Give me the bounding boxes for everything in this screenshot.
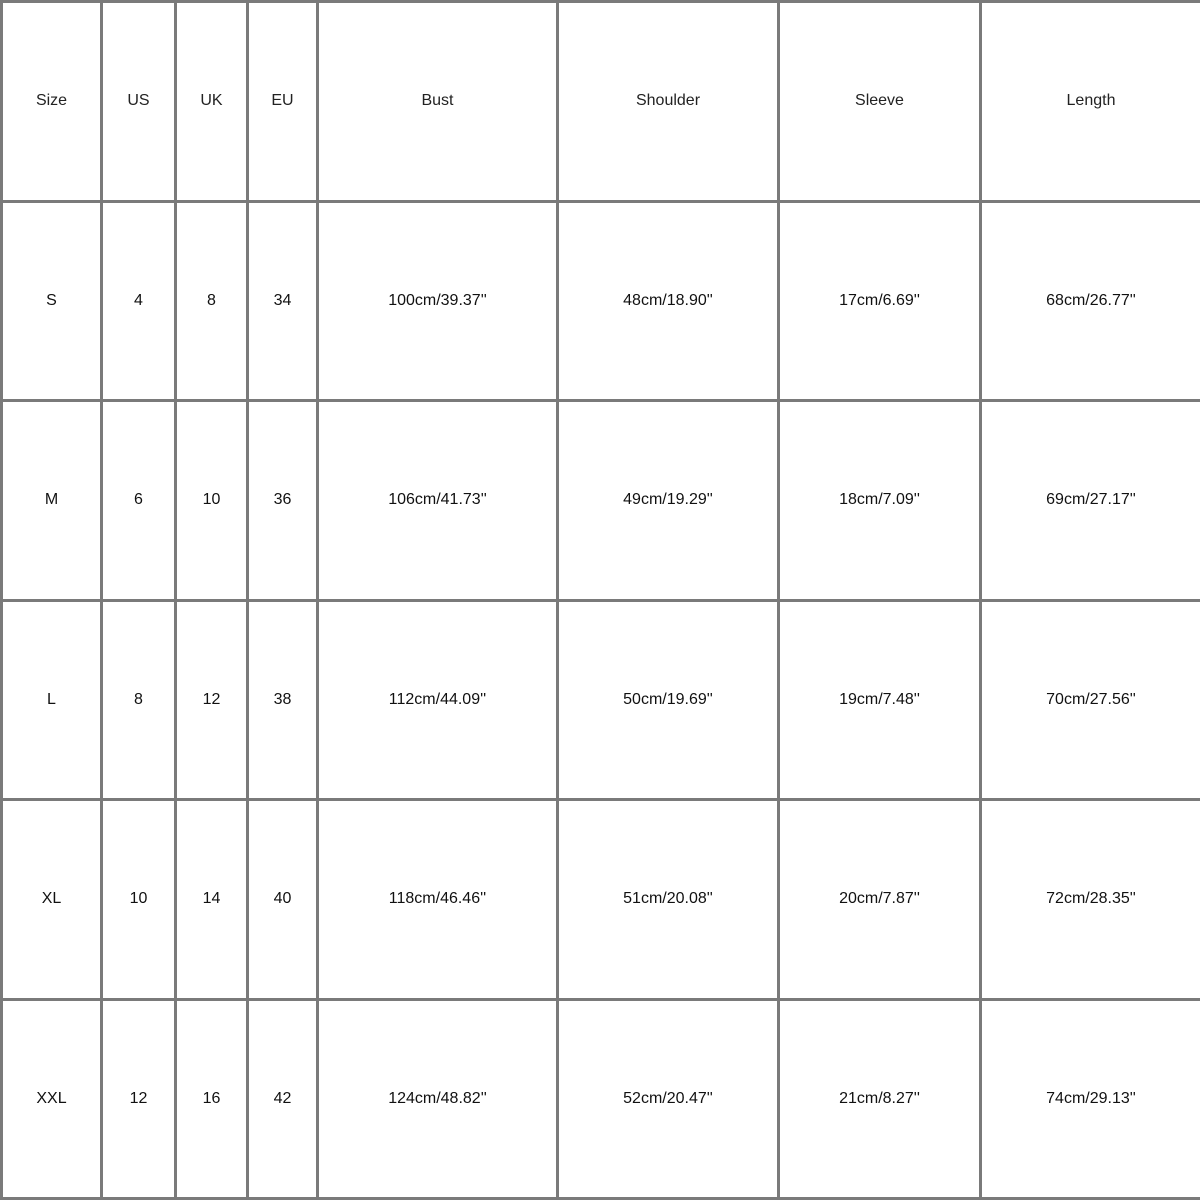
- cell-us: 6: [102, 401, 176, 601]
- cell-shoulder: 52cm/20.47'': [558, 999, 779, 1199]
- cell-bust: 100cm/39.37'': [318, 201, 558, 401]
- cell-size: S: [2, 201, 102, 401]
- cell-us: 10: [102, 800, 176, 1000]
- cell-uk: 10: [176, 401, 248, 601]
- cell-bust: 112cm/44.09'': [318, 600, 558, 800]
- cell-bust: 118cm/46.46'': [318, 800, 558, 1000]
- cell-us: 8: [102, 600, 176, 800]
- table-row: [2, 600, 1200, 800]
- cell-uk: 8: [176, 201, 248, 401]
- cell-size: XL: [2, 800, 102, 1000]
- table-row: [2, 999, 1200, 1199]
- table-row: [2, 800, 1200, 1000]
- cell-shoulder: 50cm/19.69'': [558, 600, 779, 800]
- table-row: [2, 201, 1200, 401]
- cell-uk: 12: [176, 600, 248, 800]
- cell-bust: 124cm/48.82'': [318, 999, 558, 1199]
- header-us: US: [102, 2, 176, 202]
- header-shoulder: Shoulder: [558, 2, 779, 202]
- cell-uk: 16: [176, 999, 248, 1199]
- cell-eu: 42: [248, 999, 318, 1199]
- header-sleeve: Sleeve: [779, 2, 981, 202]
- header-eu: EU: [248, 2, 318, 202]
- header-size: Size: [2, 2, 102, 202]
- header-bust: Bust: [318, 2, 558, 202]
- header-row: [2, 2, 1200, 202]
- cell-sleeve: 18cm/7.09'': [779, 401, 981, 601]
- cell-shoulder: 51cm/20.08'': [558, 800, 779, 1000]
- cell-shoulder: 48cm/18.90'': [558, 201, 779, 401]
- cell-size: M: [2, 401, 102, 601]
- cell-bust: 106cm/41.73'': [318, 401, 558, 601]
- cell-eu: 38: [248, 600, 318, 800]
- cell-shoulder: 49cm/19.29'': [558, 401, 779, 601]
- header-length: Length: [981, 2, 1200, 202]
- cell-eu: 34: [248, 201, 318, 401]
- cell-us: 4: [102, 201, 176, 401]
- cell-size: L: [2, 600, 102, 800]
- cell-length: 70cm/27.56'': [981, 600, 1200, 800]
- cell-sleeve: 19cm/7.48'': [779, 600, 981, 800]
- cell-length: 74cm/29.13'': [981, 999, 1200, 1199]
- cell-sleeve: 17cm/6.69'': [779, 201, 981, 401]
- cell-length: 68cm/26.77'': [981, 201, 1200, 401]
- cell-uk: 14: [176, 800, 248, 1000]
- header-uk: UK: [176, 2, 248, 202]
- cell-size: XXL: [2, 999, 102, 1199]
- cell-sleeve: 21cm/8.27'': [779, 999, 981, 1199]
- cell-length: 72cm/28.35'': [981, 800, 1200, 1000]
- cell-eu: 40: [248, 800, 318, 1000]
- cell-sleeve: 20cm/7.87'': [779, 800, 981, 1000]
- cell-eu: 36: [248, 401, 318, 601]
- cell-us: 12: [102, 999, 176, 1199]
- cell-length: 69cm/27.17'': [981, 401, 1200, 601]
- table-row: [2, 401, 1200, 601]
